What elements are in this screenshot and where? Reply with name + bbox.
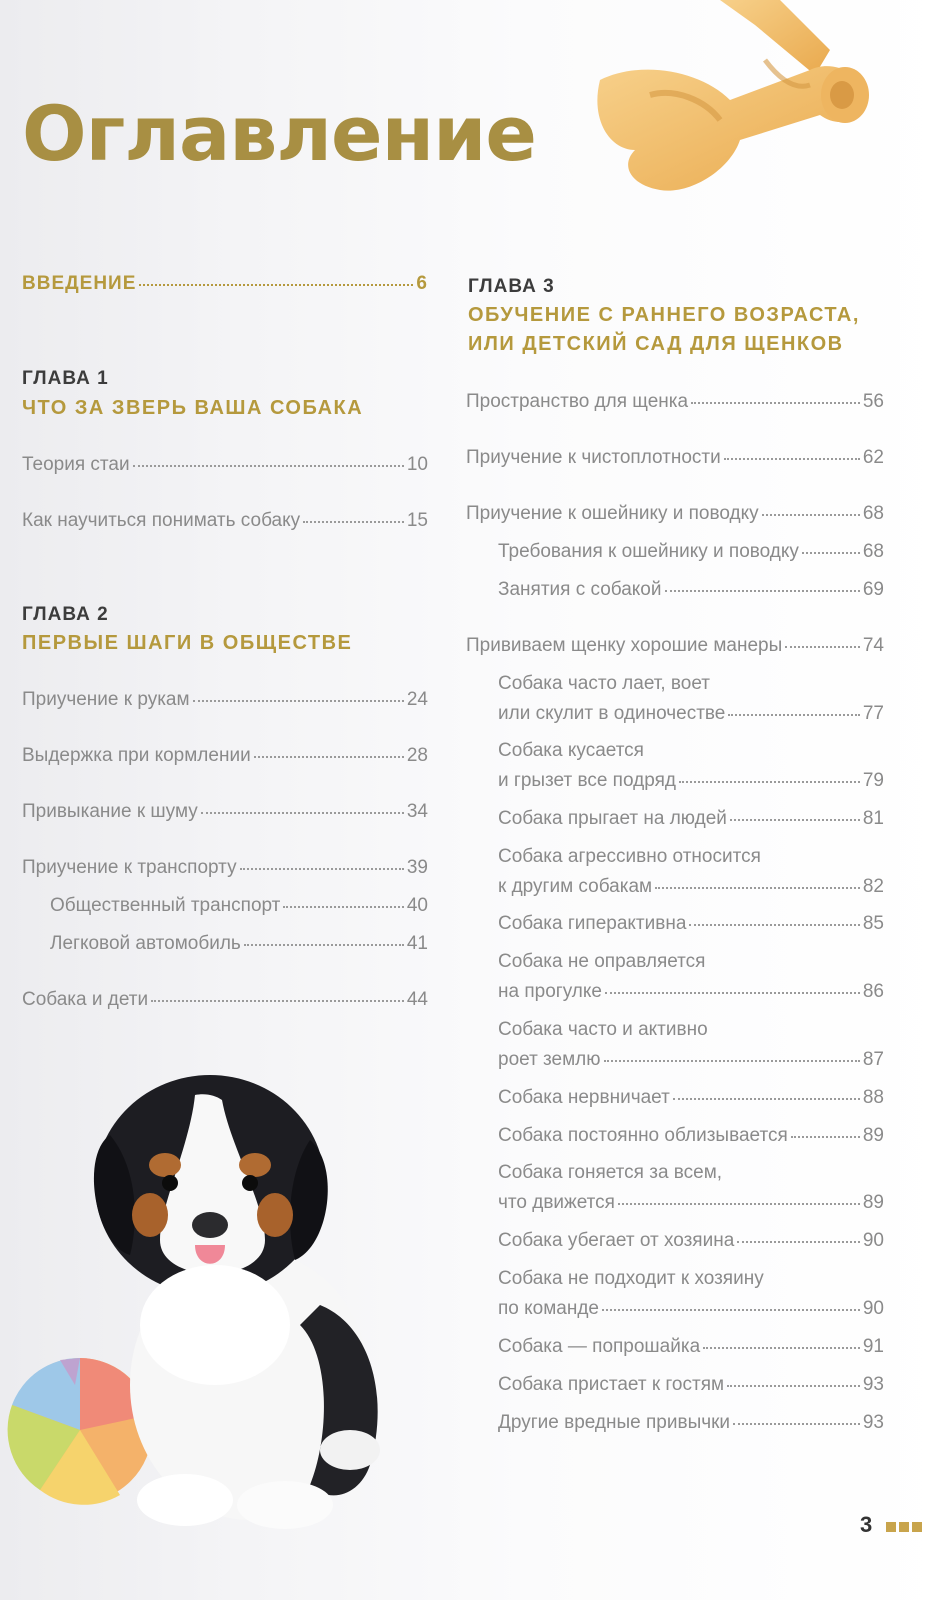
toc-entry-text: Занятия с собакой	[498, 579, 662, 600]
toc-entry-page: 68	[862, 541, 884, 562]
toc-entry-page: 24	[406, 689, 428, 710]
chapter-2-label: ГЛАВА 2	[22, 604, 109, 625]
toc-entry[interactable]	[22, 511, 428, 530]
toc-entry-text: Выдержка при кормлении	[22, 745, 251, 766]
toc-subentry[interactable]	[498, 1413, 884, 1432]
toc-entry[interactable]	[22, 858, 428, 877]
dot-leader	[689, 924, 859, 926]
dot-leader	[727, 1385, 860, 1387]
toc-subentry[interactable]	[498, 1193, 884, 1212]
toc-entry-text: Собака постоянно облизывается	[498, 1125, 788, 1146]
toc-entry[interactable]	[22, 990, 428, 1009]
toc-entry-page: 93	[862, 1374, 884, 1395]
toc-entry-text: Приучение к рукам	[22, 689, 190, 710]
toc-entry-page: 91	[862, 1336, 884, 1357]
toc-entry-page: 81	[862, 808, 884, 829]
toc-entry-text: Требования к ошейнику и поводку	[498, 541, 799, 562]
toc-entry-text: Собака и дети	[22, 989, 149, 1010]
toc-entry-text: Собака прыгает на людей	[498, 808, 727, 829]
toc-entry-text: Привыкание к шуму	[22, 801, 198, 822]
toc-entry-page: 28	[406, 745, 428, 766]
toc-subentry-line1: Собака часто лает, воет	[498, 673, 711, 694]
toc-subentry[interactable]	[498, 914, 884, 933]
toc-entry[interactable]	[22, 690, 428, 709]
dot-leader	[785, 646, 860, 648]
chapter-3-title-line1: ОБУЧЕНИЕ С РАННЕГО ВОЗРАСТА,	[468, 304, 860, 326]
dot-leader	[604, 1060, 860, 1062]
toc-entry-text: на прогулке	[498, 981, 602, 1002]
toc-subentry[interactable]	[498, 1050, 884, 1069]
toc-subentry[interactable]	[498, 542, 884, 561]
toc-entry-page: 79	[862, 770, 884, 791]
toc-entry-page: 15	[406, 510, 428, 531]
toc-subentry[interactable]	[498, 1337, 884, 1356]
dot-leader	[762, 514, 860, 516]
toc-subentry-line1: Собака кусается	[498, 740, 644, 761]
toc-entry[interactable]	[22, 802, 428, 821]
toc-entry-page: 68	[862, 503, 884, 524]
toc-entry-page: 39	[406, 857, 428, 878]
toc-entry-page: 88	[862, 1087, 884, 1108]
toc-entry-text: и грызет все подряд	[498, 770, 676, 791]
toc-entry-page: 90	[862, 1298, 884, 1319]
toc-subentry-line1: Собака не оправляется	[498, 951, 706, 972]
dot-leader	[737, 1241, 860, 1243]
dot-leader	[602, 1309, 860, 1311]
toc-subentry-line1: Собака гоняется за всем,	[498, 1162, 723, 1183]
toc-entry-page: 86	[862, 981, 884, 1002]
toc-entry-text: Приучение к чистоплотности	[466, 447, 721, 468]
toc-entry-text: Общественный транспорт	[50, 895, 281, 916]
toc-subentry-line1: Собака агрессивно относится	[498, 846, 761, 867]
toc-entry[interactable]	[466, 504, 884, 523]
toc-subentry[interactable]	[498, 771, 884, 790]
toc-entry-page: 62	[862, 447, 884, 468]
toc-entry-text: или скулит в одиночестве	[498, 703, 726, 724]
toc-subentry[interactable]	[498, 982, 884, 1001]
toc-subentry[interactable]	[498, 877, 884, 896]
puppy-with-ball-image	[0, 1055, 420, 1545]
toc-subentry[interactable]	[50, 934, 428, 953]
toc-entry-page: 85	[862, 913, 884, 934]
toc-entry-text: Собака — попрошайка	[498, 1336, 701, 1357]
toc-subentry[interactable]	[498, 1126, 884, 1145]
toc-entry-text: Прививаем щенку хорошие манеры	[466, 635, 783, 656]
rawhide-bone-image	[580, 0, 880, 200]
toc-entry-page: 69	[862, 579, 884, 600]
toc-entry-text: Собака убегает от хозяина	[498, 1230, 735, 1251]
toc-entry-text: к другим собакам	[498, 876, 653, 897]
dot-leader	[703, 1347, 860, 1349]
toc-entry-text: Другие вредные привычки	[498, 1412, 731, 1433]
toc-entry[interactable]	[466, 392, 884, 411]
dot-leader	[303, 521, 404, 523]
dot-leader	[618, 1203, 860, 1205]
toc-entry-text: Собака пристает к гостям	[498, 1374, 725, 1395]
toc-subentry[interactable]	[498, 1088, 884, 1107]
toc-entry-text: по команде	[498, 1298, 600, 1319]
toc-subentry[interactable]	[498, 1299, 884, 1318]
dot-leader	[691, 402, 860, 404]
dot-leader	[283, 906, 403, 908]
toc-entry-page: 10	[406, 454, 428, 475]
dot-leader	[665, 590, 860, 592]
toc-entry-page: 89	[862, 1125, 884, 1146]
toc-entry-page: 87	[862, 1049, 884, 1070]
dot-leader	[679, 781, 860, 783]
toc-entry-text: что движется	[498, 1192, 615, 1213]
toc-entry-page: 93	[862, 1412, 884, 1433]
dot-leader	[724, 458, 860, 460]
toc-entry-text: Пространство для щенка	[466, 391, 689, 412]
dot-leader	[791, 1136, 860, 1138]
page-decoration	[886, 1522, 922, 1532]
toc-entry-page: 6	[416, 273, 428, 294]
toc-entry-text: Легковой автомобиль	[50, 933, 241, 954]
toc-subentry[interactable]	[498, 809, 884, 828]
dot-leader	[730, 819, 860, 821]
toc-entry-text: ВВЕДЕНИЕ	[22, 273, 137, 294]
toc-entry-page: 89	[862, 1192, 884, 1213]
dot-leader	[193, 700, 404, 702]
toc-subentry[interactable]	[50, 896, 428, 915]
dot-leader	[201, 812, 404, 814]
chapter-2-title: ПЕРВЫЕ ШАГИ В ОБЩЕСТВЕ	[22, 632, 353, 654]
toc-entry-text: Приучение к транспорту	[22, 857, 237, 878]
toc-entry-page: 40	[406, 895, 428, 916]
toc-entry-page: 44	[406, 989, 428, 1010]
toc-subentry-line1: Собака не подходит к хозяину	[498, 1268, 764, 1289]
toc-entry-text: Приучение к ошейнику и поводку	[466, 503, 759, 524]
dot-leader	[605, 992, 860, 994]
toc-entry[interactable]	[466, 448, 884, 467]
toc-entry-intro[interactable]	[22, 274, 428, 293]
toc-entry-text: Собака гиперактивна	[498, 913, 687, 934]
toc-entry[interactable]	[22, 746, 428, 765]
toc-entry[interactable]	[22, 455, 428, 474]
toc-entry-text: роет землю	[498, 1049, 601, 1070]
dot-leader	[733, 1423, 860, 1425]
toc-subentry[interactable]	[498, 580, 884, 599]
toc-entry-text: Теория стаи	[22, 454, 130, 475]
dot-leader	[244, 944, 404, 946]
toc-entry-page: 56	[862, 391, 884, 412]
page-title: Оглавление	[22, 89, 536, 178]
toc-entry-page: 74	[862, 635, 884, 656]
toc-entry-page: 82	[862, 876, 884, 897]
toc-entry-page: 34	[406, 801, 428, 822]
toc-entry-page: 90	[862, 1230, 884, 1251]
dot-leader	[728, 714, 859, 716]
page-number: 3	[860, 1512, 873, 1537]
dot-leader	[673, 1098, 860, 1100]
toc-entry[interactable]	[466, 636, 884, 655]
chapter-1-label: ГЛАВА 1	[22, 368, 109, 389]
dot-leader	[254, 756, 404, 758]
chapter-1-title: ЧТО ЗА ЗВЕРЬ ВАША СОБАКА	[22, 397, 364, 419]
dot-leader	[655, 887, 860, 889]
toc-entry-page: 41	[406, 933, 428, 954]
chapter-3-label: ГЛАВА 3	[468, 276, 555, 297]
toc-subentry[interactable]	[498, 1231, 884, 1250]
dot-leader	[133, 465, 404, 467]
toc-entry-page: 77	[862, 703, 884, 724]
dot-leader	[151, 1000, 404, 1002]
dot-leader	[802, 552, 860, 554]
toc-entry-text: Собака нервничает	[498, 1087, 670, 1108]
toc-subentry[interactable]	[498, 704, 884, 723]
dot-leader	[240, 868, 404, 870]
toc-subentry[interactable]	[498, 1375, 884, 1394]
toc-entry-text: Как научиться понимать собаку	[22, 510, 301, 531]
toc-subentry-line1: Собака часто и активно	[498, 1019, 708, 1040]
chapter-3-title-line2: ИЛИ ДЕТСКИЙ САД ДЛЯ ЩЕНКОВ	[468, 333, 844, 355]
dot-leader	[139, 284, 413, 286]
